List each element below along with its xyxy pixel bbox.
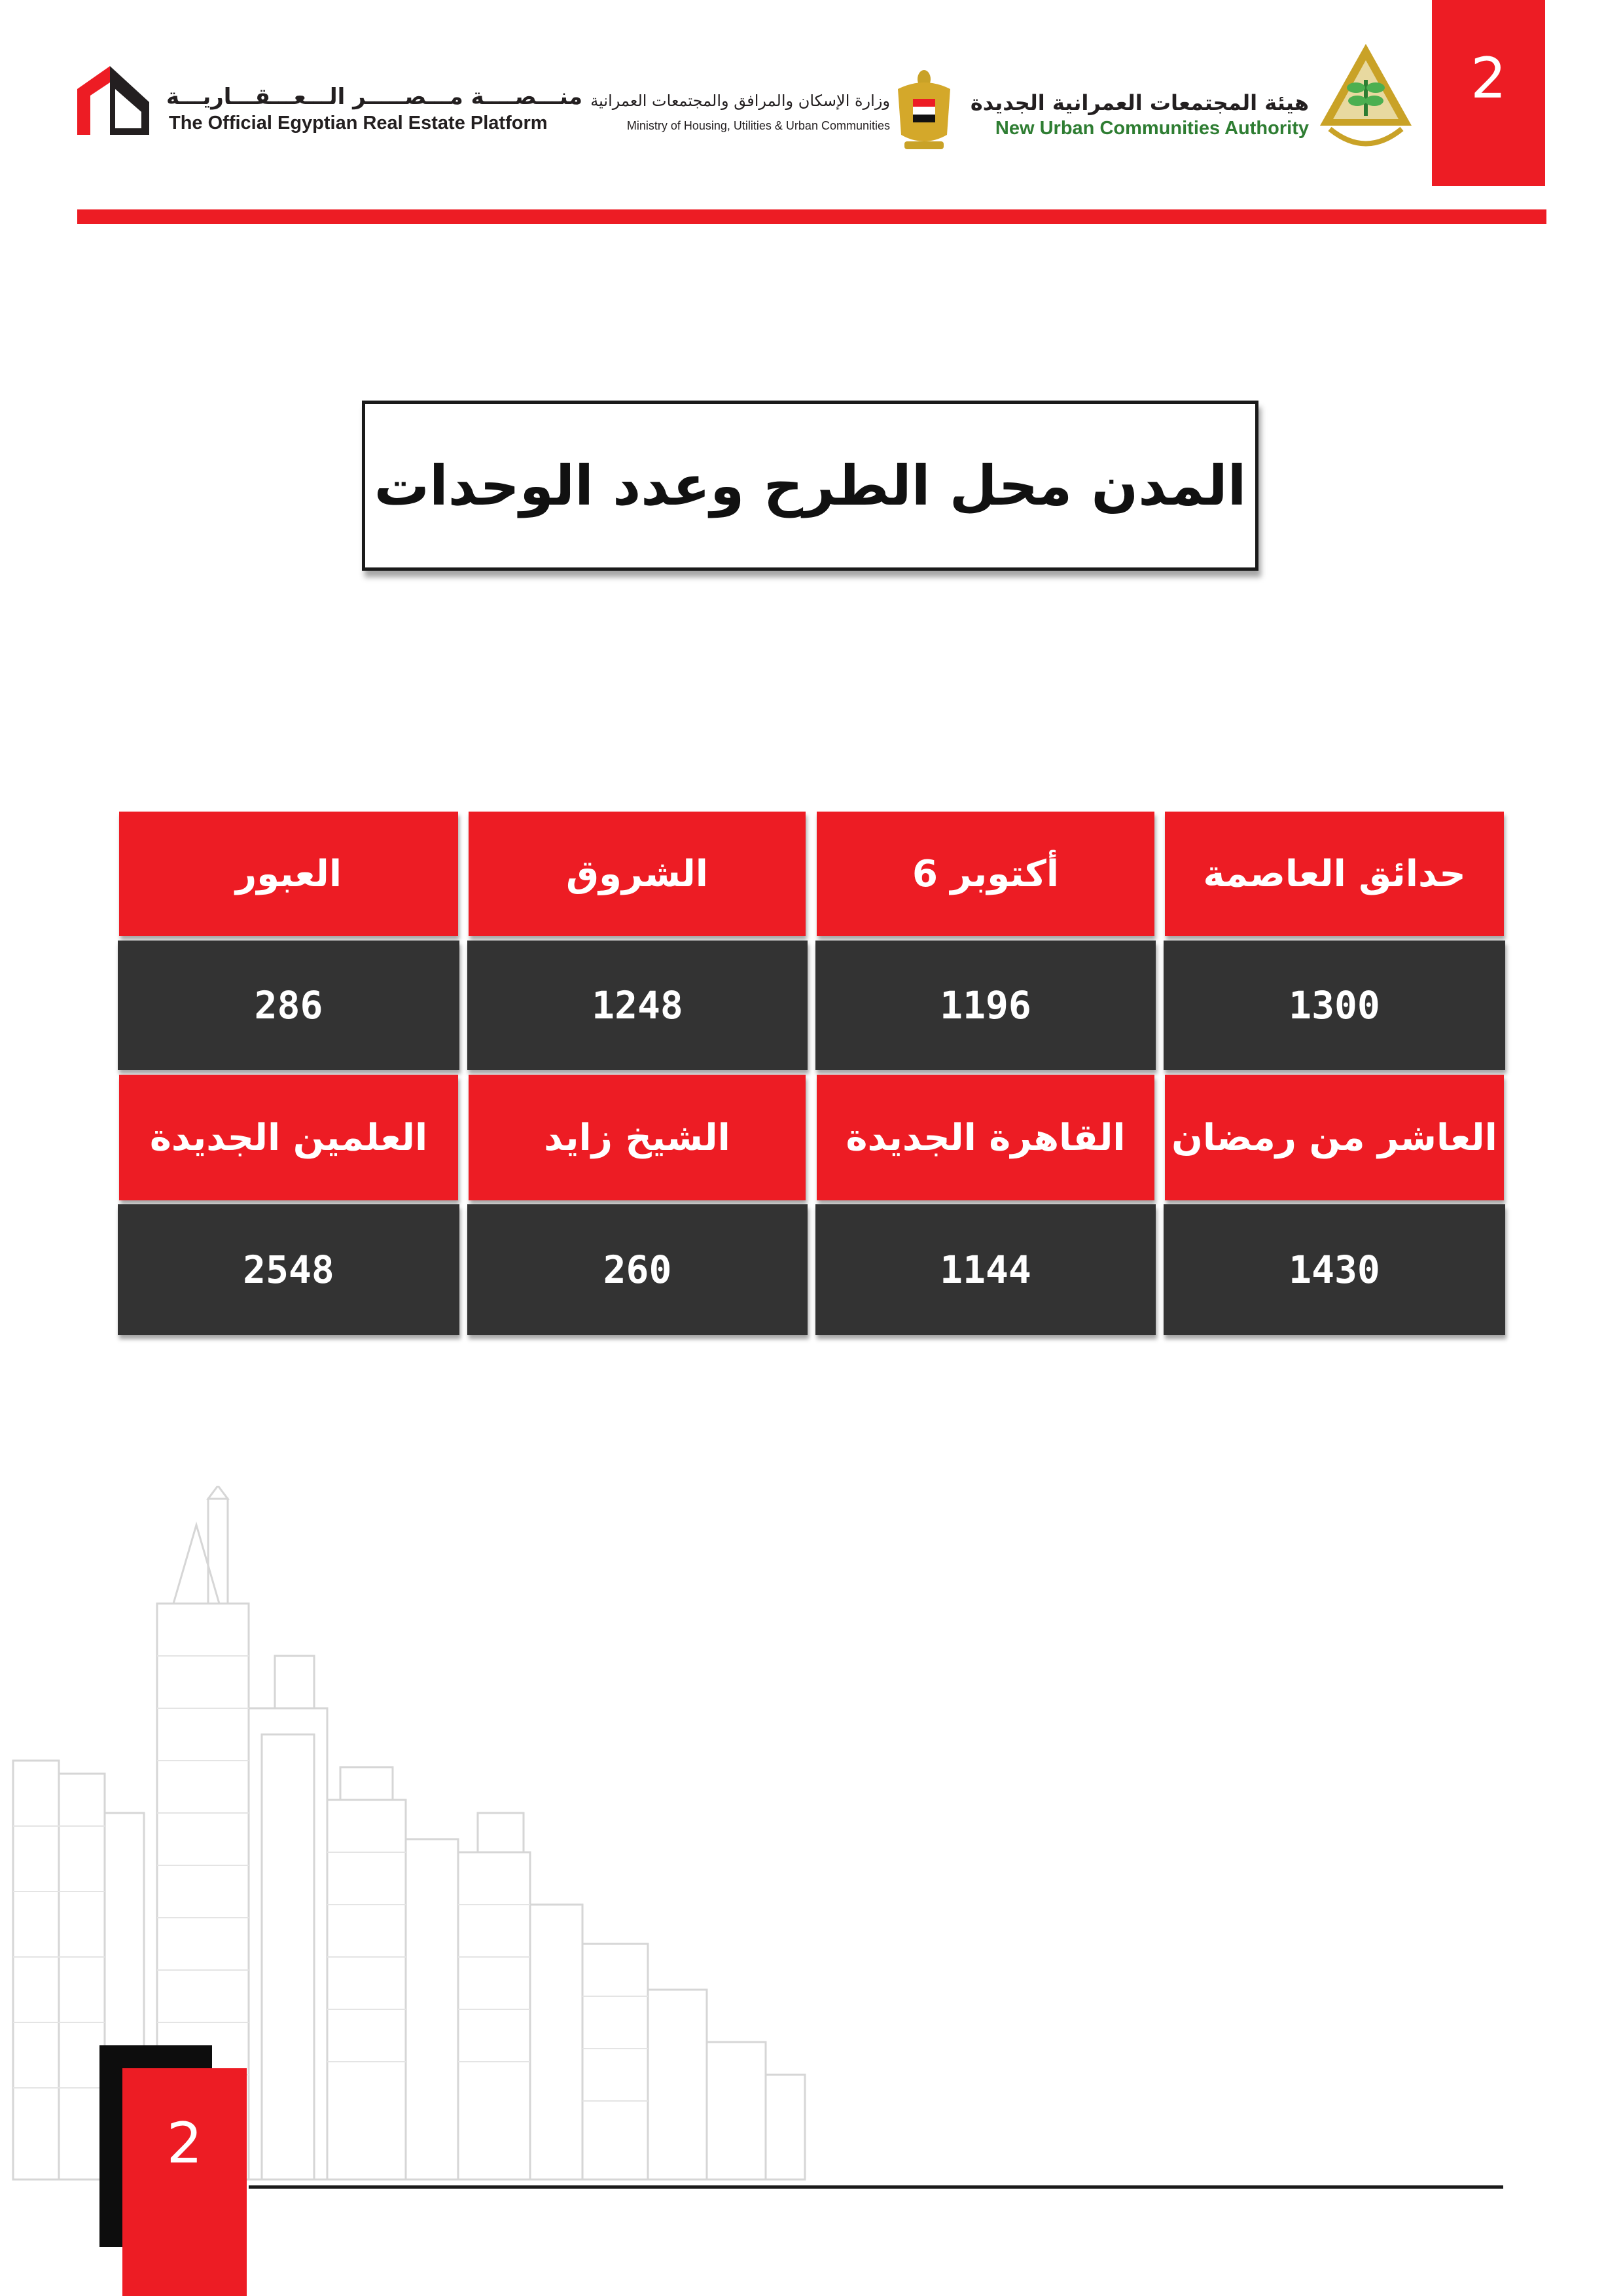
footer-divider xyxy=(249,2185,1503,2189)
table-header-cell: العبور xyxy=(119,812,458,936)
table-header-cell: العلمين الجديدة xyxy=(119,1075,458,1200)
table-value-cell: 1430 xyxy=(1164,1204,1505,1335)
table-value-cell: 1300 xyxy=(1164,941,1505,1070)
ministry-name-ar: وزارة الإسكان والمرافق والمجتمعات العمرانية xyxy=(590,92,890,110)
table-value-cell: 1248 xyxy=(467,941,808,1070)
table-value-cell: 2548 xyxy=(118,1204,459,1335)
table-value-cell: 260 xyxy=(467,1204,808,1335)
table-header-cell: القاهرة الجديدة xyxy=(817,1075,1154,1200)
table-header-cell: العاشر من رمضان xyxy=(1165,1075,1504,1200)
platform-name-ar: منـــصــــة مـــصـــــر الـــعـــقـــاريـــة xyxy=(166,84,582,110)
page-number: 2 xyxy=(1471,46,1507,111)
table-value-cell: 1144 xyxy=(815,1204,1156,1335)
platform-name-en: The Official Egyptian Real Estate Platform xyxy=(169,113,548,134)
table-header-cell: حدائق العاصمة xyxy=(1165,812,1504,936)
table-value-cell: 286 xyxy=(118,941,459,1070)
ministry-name-en: Ministry of Housing, Utilities & Urban Communities xyxy=(626,119,890,132)
authority-name-ar: هيئة المجتمعات العمرانية الجديدة xyxy=(970,90,1309,115)
footer-page-number: 2 xyxy=(166,2111,203,2176)
authority-name-en: New Urban Communities Authority xyxy=(995,118,1309,139)
table-header-cell: الشيخ زايد xyxy=(469,1075,806,1200)
table-value-cell: 1196 xyxy=(815,941,1156,1070)
footer-page-tab xyxy=(122,2068,247,2296)
table-header-cell: أكتوبر 6 xyxy=(817,812,1154,936)
table-header-cell: الشروق xyxy=(469,812,806,936)
page-title: المدن محل الطرح وعدد الوحدات xyxy=(374,454,1247,518)
